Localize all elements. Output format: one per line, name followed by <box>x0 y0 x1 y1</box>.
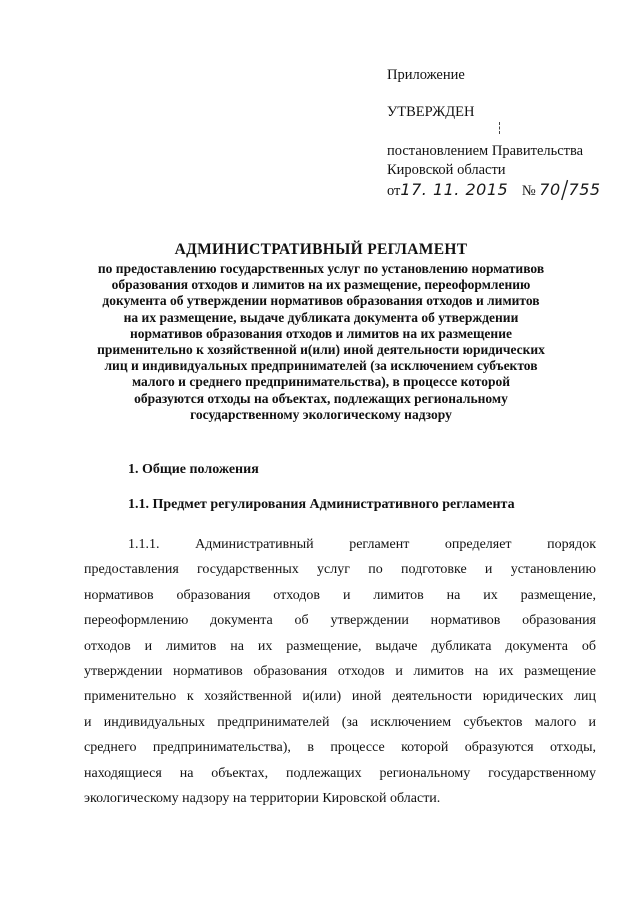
paragraph-line: экологическому надзору на территории Кировской области. <box>84 791 441 807</box>
approved-label: УТВЕРЖДЕН <box>387 104 475 120</box>
handwritten-number <box>539 173 601 206</box>
paragraph-line: переоформлению документа об утверждении нормативов образования <box>84 613 596 629</box>
decree-line-1: постановлением Правительства <box>387 143 584 159</box>
subtitle-line: малого и среднего предпринимательства), в процессе которой <box>131 374 511 390</box>
subtitle-line: по предоставлению государственных услуг по установлению нормативов <box>97 261 545 276</box>
section-heading-subject: 1.1. Предмет регулирования Административного регламента <box>128 497 515 512</box>
document-title: АДМИНИСТРАТИВНЫЙ РЕГЛАМЕНТ <box>174 241 468 258</box>
paragraph-line: предоставления государственных услуг по подготовке и установлению <box>84 562 596 578</box>
slash-glyph: / <box>560 173 569 206</box>
subtitle-line: лиц и индивидуальных предпринимателей (за исключением субъектов <box>104 358 538 374</box>
paragraph-line: находящиеся на объектах, подлежащих региональному государственному <box>84 765 596 781</box>
subtitle-line: нормативов образования отходов и лимитов на их размещение <box>130 325 512 341</box>
subtitle-line: образуются отходы на объектах, подлежащих региональному <box>134 390 508 406</box>
paragraph-line: применительно к хозяйственной и(или) иной деятельности юридических лиц <box>84 689 596 705</box>
subtitle-line: применительно к хозяйственной и(или) иной деятельности юридических <box>97 342 545 358</box>
paragraph-1-1-1 <box>84 532 596 811</box>
margin-tick-mark <box>499 122 501 134</box>
paragraph-line: нормативов образования отходов и лимитов на их размещение, <box>84 587 596 603</box>
appendix-label: Приложение <box>387 67 465 83</box>
paragraph-line: и индивидуальных предпринимателей (за исключением субъектов малого и <box>84 714 596 730</box>
handwritten-date: 17. 11. 2015 <box>400 180 509 199</box>
decree-line-2: Кировской области <box>387 162 506 178</box>
handwritten-number-part-2: 755 <box>568 180 601 199</box>
subtitle-line: на их размещение, выдаче дубликата документа об утверждении <box>123 309 519 325</box>
document-subtitle <box>78 261 564 423</box>
number-sign: № <box>521 183 536 199</box>
paragraph-line: 1.1.1. Административный регламент определяет порядок <box>128 537 596 552</box>
handwritten-number-part-1: 70 <box>539 180 561 199</box>
section-heading-general: 1. Общие положения <box>128 462 259 477</box>
paragraph-line: среднего предпринимательства), в процессе которой образуются отходы, <box>84 740 596 756</box>
subtitle-line: государственному экологическому надзору <box>190 406 452 422</box>
subtitle-line: образования отходов и лимитов на их размещение, переоформлению <box>111 277 531 293</box>
paragraph-line: утверждении нормативов образования отходов и лимитов на их размещение <box>84 664 596 680</box>
date-prefix: от <box>387 183 401 199</box>
document-title-block <box>78 240 564 423</box>
subtitle-line: документа об утверждении нормативов образования отходов и лимитов <box>102 293 540 309</box>
approval-stamp-block <box>387 66 627 206</box>
decree-date-number <box>387 173 627 206</box>
paragraph-line: отходов и лимитов на их размещение, выдаче дубликата документа об <box>84 638 596 654</box>
